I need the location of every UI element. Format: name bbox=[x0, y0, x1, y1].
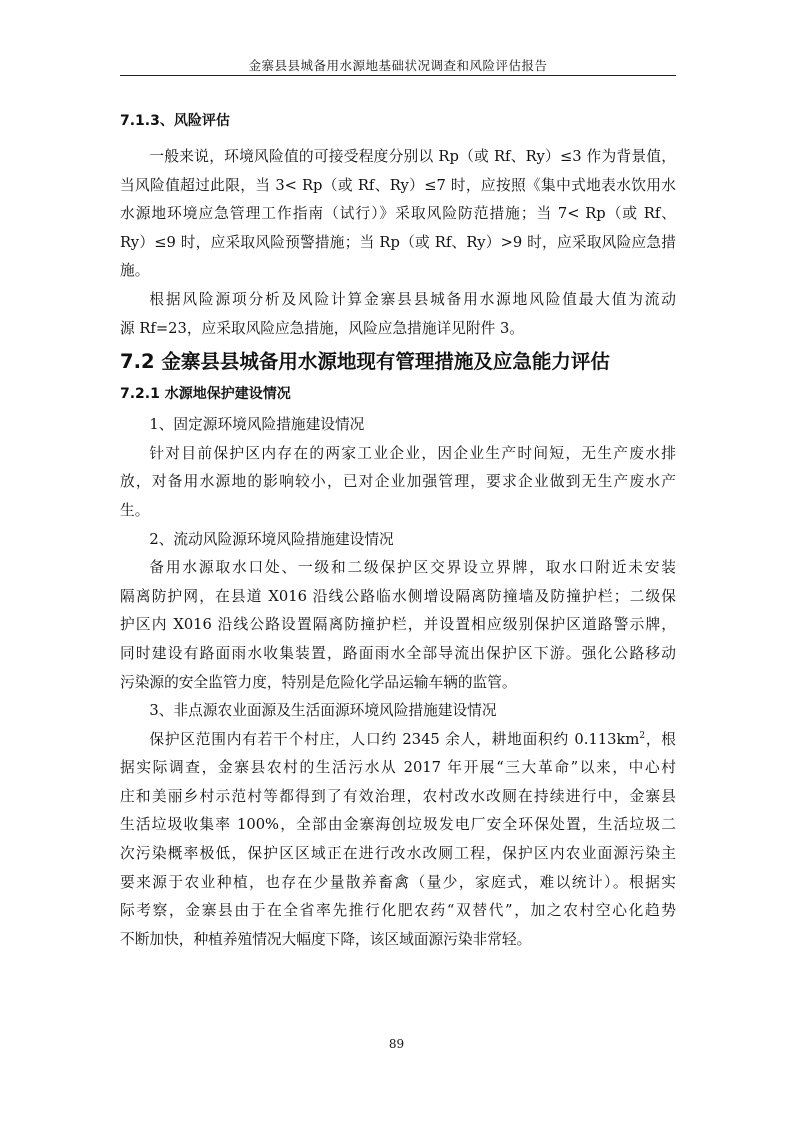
superscript: 2 bbox=[639, 730, 646, 741]
text-line: 施。 bbox=[120, 262, 150, 280]
section-heading-7-2-1: 7.2.1 水源地保护建设情况 bbox=[120, 386, 291, 403]
page-body bbox=[120, 108, 676, 954]
section-heading-7-1-3: 7.1.3、风险评估 bbox=[120, 113, 230, 129]
text-line: 次污染概率极低，保护区区域正在进行改水改厕工程，保护区内农业面源污染主 bbox=[120, 845, 676, 863]
page-number: 89 bbox=[388, 1037, 405, 1051]
text-line: 一般来说，环境风险值的可接受程度分别以 Rp（或 Rf、Ry）≤3 作为背景值， bbox=[149, 148, 676, 165]
text-line: 不断加快，种植养殖情况大幅度下降，该区域面源污染非常轻。 bbox=[120, 930, 532, 948]
text-fragment: 保护区范围内有若干个村庄，人口约 2345 余人，耕地面积约 0.113km bbox=[149, 730, 640, 748]
item-title-fixed-source: 1、固定源环境风险措施建设情况 bbox=[149, 416, 365, 434]
paragraph-risk-result bbox=[120, 286, 676, 343]
running-header: 金寨县县城备用水源地基础状况调查和风险评估报告 bbox=[248, 58, 548, 73]
text-line: 水源地环境应急管理工作指南（试行）》采取风险防范措施；当 7< Rp（或 Rf、 bbox=[120, 205, 676, 223]
text-line: 针对目前保护区内存在的两家工业企业，因企业生产时间短，无生产废水排 bbox=[149, 444, 676, 462]
item-title-mobile-source: 2、流动风险源环境风险措施建设情况 bbox=[149, 530, 394, 548]
header-rule bbox=[120, 75, 676, 76]
paragraph-nonpoint-source bbox=[120, 726, 676, 955]
text-line: 备用水源取水口处、一级和二级保护区交界设立界牌，取水口附近未安装 bbox=[149, 559, 676, 577]
text-line: 同时建设有路面雨水收集装置，路面雨水全部导流出保护区下游。强化公路移动 bbox=[120, 644, 676, 662]
text-line: 要来源于农业种植，也存在少量散养畜禽（量少，家庭式，难以统计）。根据实 bbox=[120, 873, 676, 891]
text-line: 当风险值超过此限，当 3< Rp（或 Rf、Ry）≤7 时，应按照《集中式地表水饮用水 bbox=[120, 176, 676, 194]
text-line: 源 Rf=23，应采取风险应急措施，风险应急措施详见附件 3。 bbox=[120, 319, 524, 337]
section-heading-7-2: 7.2 金寨县县城备用水源地现有管理措施及应急能力评估 bbox=[120, 350, 610, 374]
text-line: 庄和美丽乡村示范村等都得到了有效治理，农村改水改厕在持续进行中，金寨县 bbox=[120, 787, 676, 805]
text-line: 生。 bbox=[120, 501, 150, 519]
text-line: 根据风险源项分析及风险计算金寨县县城备用水源地风险值最大值为流动 bbox=[149, 290, 676, 308]
text-line: 护区内 X016 沿线公路设置隔离防撞护栏，并设置相应级别保护区道路警示牌， bbox=[120, 616, 676, 634]
item-title-nonpoint-source: 3、非点源农业面源及生活面源环境风险措施建设情况 bbox=[149, 702, 497, 720]
paragraph-risk-thresholds bbox=[120, 143, 676, 286]
text-line: 生活垃圾收集率 100%，全部由金寨海创垃圾发电厂安全环保处置，生活垃圾二 bbox=[120, 816, 676, 834]
paragraph-fixed-source bbox=[120, 440, 676, 526]
text-line bbox=[120, 726, 676, 755]
text-fragment: ，根 bbox=[645, 730, 676, 748]
paragraph-mobile-source bbox=[120, 554, 676, 697]
text-line: 际考察，金寨县由于在全省率先推行化肥农药“双替代”，加之农村空心化趋势 bbox=[120, 902, 676, 920]
text-line: 隔离防护网，在县道 X016 沿线公路临水侧增设隔离防撞墙及防撞护栏；二级保 bbox=[120, 587, 676, 605]
text-line: 污染源的安全监管力度，特别是危险化学品运输车辆的监管。 bbox=[120, 673, 517, 691]
text-line: 据实际调查，金寨县农村的生活污水从 2017 年开展“三大革命”以来，中心村 bbox=[120, 759, 676, 777]
text-line: Ry）≤9 时，应采取风险预警措施；当 Rp（或 Rf、Ry）>9 时，应采取风险应急措 bbox=[120, 233, 676, 251]
text-line: 放，对备用水源地的影响较小，已对企业加强管理，要求企业做到无生产废水产 bbox=[120, 473, 676, 491]
